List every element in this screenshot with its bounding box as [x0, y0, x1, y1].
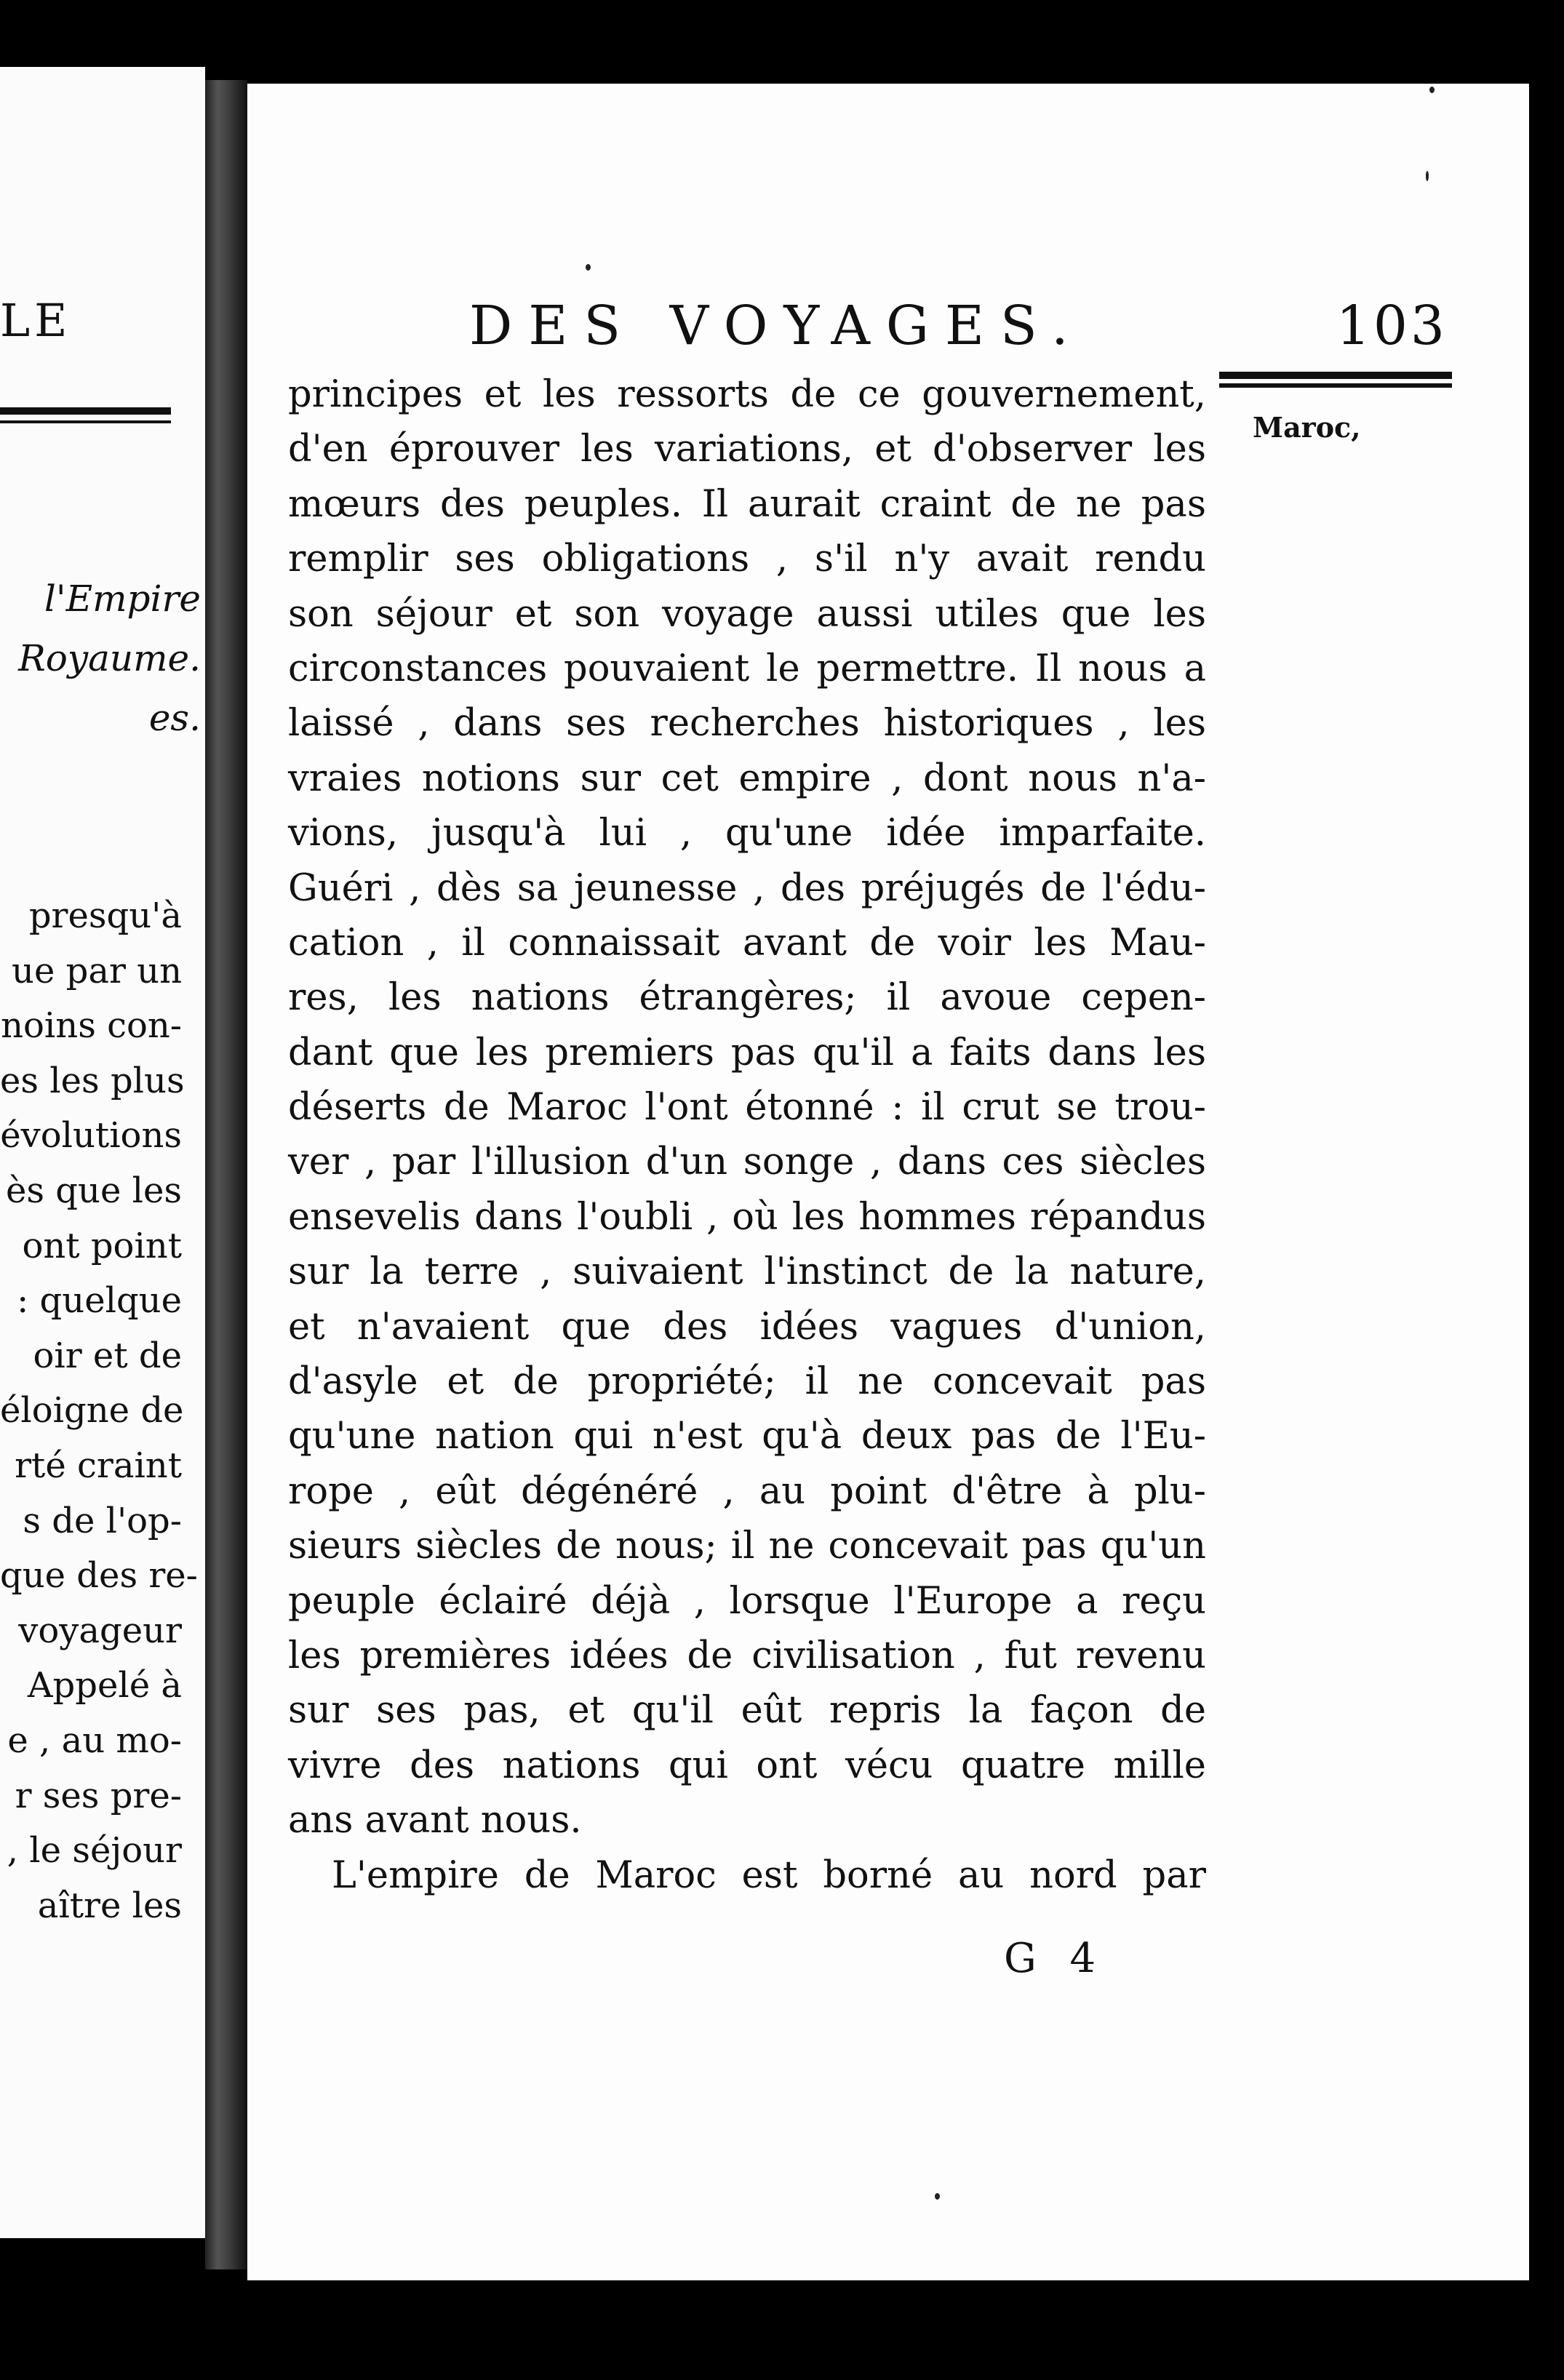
left-text-line: es les plus: [0, 1060, 185, 1101]
left-text-line: que des re-: [0, 1555, 198, 1597]
left-text-line: ont point: [22, 1225, 182, 1266]
text-line: ensevelis dans l'oubli , où les hommes répandus: [288, 1195, 1206, 1239]
text-line: L'empire de Maroc est borné au nord par: [332, 1853, 1206, 1897]
text-line: et n'avaient que des idées vagues d'union,: [288, 1305, 1206, 1349]
page-number: 103: [1336, 295, 1448, 357]
text-line: dant que les premiers pas qu'il a faits dans les: [288, 1031, 1206, 1074]
text-line: principes et les ressorts de ce gouvernement,: [288, 373, 1206, 416]
left-text-line: ue par un: [12, 950, 182, 991]
text-line: vivre des nations qui ont vécu quatre mille: [288, 1744, 1206, 1787]
left-side-note: l'Empire: [44, 578, 201, 620]
left-body-text: [0, 889, 198, 1933]
text-line: laissé , dans ses recherches historiques , les: [288, 702, 1206, 746]
left-text-line: ès que les: [6, 1170, 182, 1211]
ink-speck: [1429, 87, 1435, 93]
text-line: ans avant nous.: [288, 1799, 582, 1842]
left-side-notes: [0, 569, 201, 748]
text-line: son séjour et son voyage aussi utiles que les: [288, 592, 1206, 636]
left-side-note: es.: [148, 697, 201, 739]
left-text-line: aître les: [37, 1885, 182, 1926]
text-line: ver , par l'illusion d'un songe , dans ces siècles: [288, 1141, 1206, 1184]
left-text-line: presqu'à: [28, 895, 182, 936]
left-text-line: Appelé à: [27, 1665, 182, 1706]
body-text: [288, 367, 1206, 1903]
book-spine-shadow: [205, 80, 247, 2269]
text-line: rope , eût dégénéré , au point d'être à plu-: [288, 1469, 1206, 1513]
left-text-line: oir et de: [33, 1335, 182, 1376]
ink-speck: [1426, 171, 1429, 181]
text-line: remplir ses obligations , s'il n'y avait rendu: [288, 538, 1206, 581]
book-page: [247, 84, 1529, 2280]
left-text-line: e , au mo-: [7, 1720, 182, 1761]
text-line: d'asyle et de propriété; il ne concevait pas: [288, 1360, 1206, 1404]
left-text-line: : quelque: [17, 1280, 182, 1322]
text-line: sur la terre , suivaient l'instinct de la nature,: [288, 1250, 1206, 1294]
left-text-line: s de l'op-: [23, 1500, 182, 1541]
text-line: déserts de Maroc l'ont étonné : il crut se trou-: [288, 1086, 1206, 1130]
running-header: [469, 295, 1448, 367]
text-line: mœurs des peuples. Il aurait craint de ne pas: [288, 482, 1206, 526]
header-title: DES VOYAGES.: [469, 295, 1085, 357]
text-line: sur ses pas, et qu'il eût repris la façon de: [288, 1689, 1206, 1733]
text-line: vions, jusqu'à lui , qu'une idée imparfaite.: [288, 812, 1206, 855]
left-header-rule: [0, 407, 171, 415]
left-text-line: voyageur: [18, 1610, 182, 1651]
ink-speck: [586, 264, 591, 271]
left-text-line: éloigne de: [0, 1390, 184, 1431]
text-line: Guéri , dès sa jeunesse , des préjugés de l'édu-: [288, 866, 1206, 910]
left-text-line: r ses pre-: [15, 1775, 182, 1816]
text-line: sieurs siècles de nous; il ne concevait pas qu'un: [288, 1525, 1206, 1568]
text-line: peuple éclairé déjà , lorsque l'Europe a reçu: [288, 1579, 1206, 1623]
text-line: circonstances pouvaient le permettre. Il nous a: [288, 647, 1206, 690]
ink-speck: [935, 2193, 940, 2200]
left-header-rule-thin: [0, 420, 171, 423]
text-line: d'en éprouver les variations, et d'observer les: [288, 428, 1206, 471]
left-text-line: , le séjour: [7, 1830, 182, 1872]
left-side-note: Royaume.: [18, 637, 201, 679]
left-text-line: rté craint: [15, 1445, 182, 1486]
signature-mark: G 4: [1004, 1935, 1106, 1982]
text-line: cation , il connaissait avant de voir les Mau-: [288, 921, 1206, 965]
text-line: les premières idées de civilisation , fut revenu: [288, 1634, 1206, 1677]
text-line: qu'une nation qui n'est qu'à deux pas de l'Eu-: [288, 1415, 1206, 1458]
left-facing-page: [0, 67, 205, 2238]
text-line: vraies notions sur cet empire , dont nous n'a-: [288, 756, 1206, 800]
margin-note: Maroc,: [1253, 411, 1361, 444]
left-running-header: LE: [0, 294, 72, 347]
text-line: res, les nations étrangères; il avoue cepen-: [288, 976, 1206, 1020]
left-text-line: évolutions: [0, 1115, 182, 1157]
margin-double-rule: [1219, 372, 1452, 388]
left-text-line: noins con-: [1, 1005, 182, 1047]
